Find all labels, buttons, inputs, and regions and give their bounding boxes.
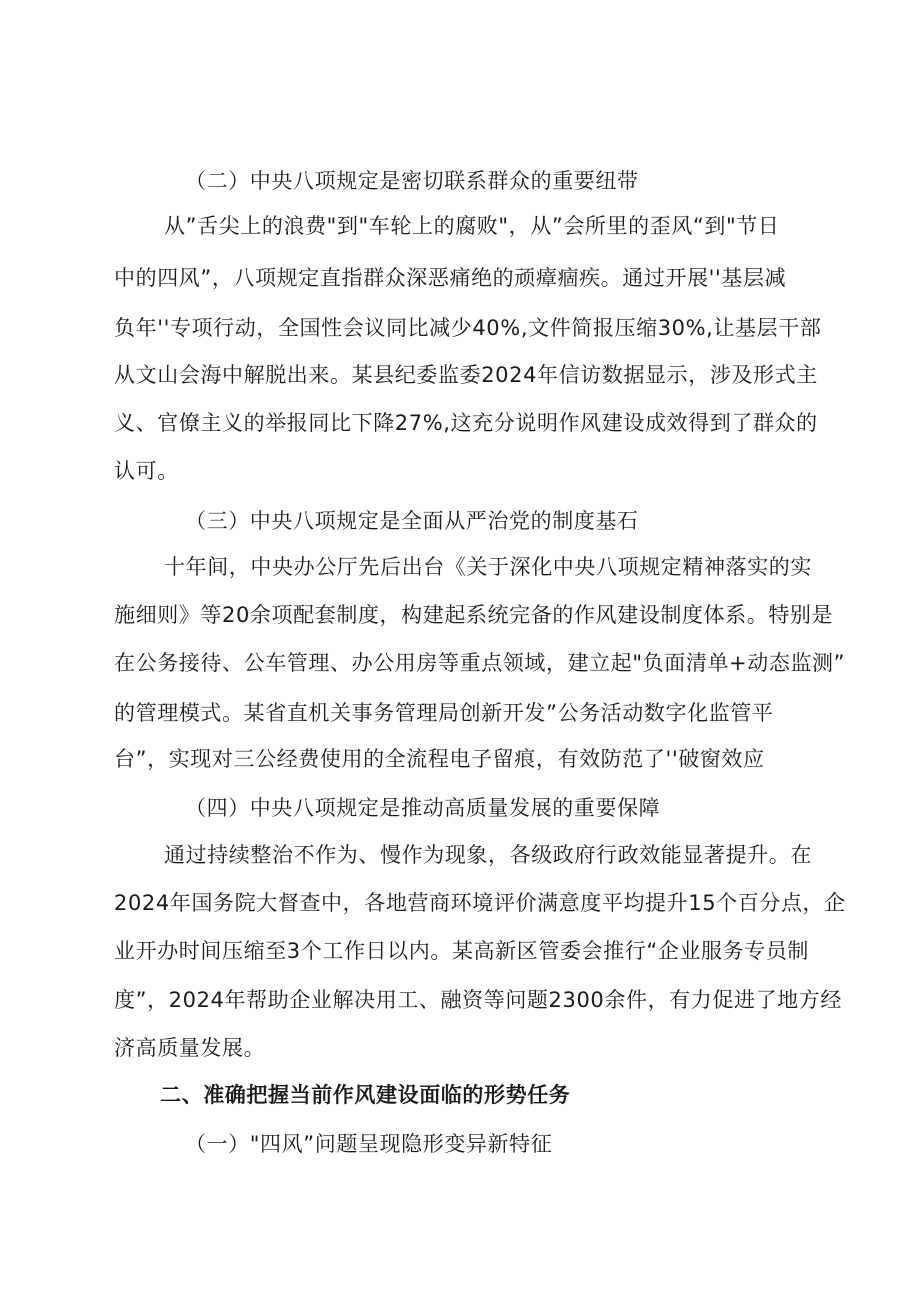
chapter-heading: 二、准确把握当前作风建设面临的形势任务 [160, 1083, 571, 1107]
paragraph-line: 业开办时间压缩至3个工作日以内。某高新区管委会推行“企业服务专员制 [114, 939, 810, 963]
paragraph-line: 中的四风”，八项规定直指群众深恶痛绝的顽瘴痼疾。通过开展''基层减 [114, 266, 787, 290]
paragraph-line: 施细则》等20余项配套制度，构建起系统完备的作风建设制度体系。特别是 [114, 603, 834, 627]
section-heading-3: （三）中央八项规定是全面从严治党的制度基石 [185, 509, 639, 533]
paragraph-line: 度”，2024年帮助企业解决用工、融资等问题2300余件，有力促进了地方经 [114, 988, 842, 1012]
section-heading-2: （二）中央八项规定是密切联系群众的重要纽带 [185, 169, 639, 193]
paragraph-line: 义、官僚主义的举报同比下降27%,这充分说明作风建设成效得到了群众的 [114, 411, 818, 435]
paragraph-line: 通过持续整治不作为、慢作为现象，各级政府行政效能显著提升。在 [164, 843, 812, 867]
paragraph-line: 从”舌尖上的浪费"到"车轮上的腐败"，从”会所里的歪风“到"节日 [164, 214, 780, 238]
paragraph-line: 认可。 [114, 459, 179, 483]
paragraph-line: 台”，实现对三公经费使用的全流程电子留痕，有效防范了''破窗效应 [114, 747, 765, 771]
section-heading-1: （一）"四风”问题呈现隐形变异新特征 [185, 1132, 553, 1156]
paragraph-line: 负年''专项行动，全国性会议同比减少40%,文件简报压缩30%,让基层干部 [114, 316, 822, 340]
paragraph-line: 在公务接待、公车管理、办公用房等重点领域，建立起"负面清单+动态监测” [114, 651, 846, 675]
paragraph-line: 2024年国务院大督查中，各地营商环境评价满意度平均提升15个百分点，企 [114, 891, 846, 915]
paragraph-line: 济高质量发展。 [114, 1036, 266, 1060]
paragraph-line: 从文山会海中解脱出来。某县纪委监委2024年信访数据显示，涉及形式主 [114, 363, 818, 387]
paragraph-line: 的管理模式。某省直机关事务管理局创新开发”公务活动数字化监管平 [114, 701, 774, 725]
paragraph-line: 十年间，中央办公厅先后出台《关于深化中央八项规定精神落实的实 [164, 555, 812, 579]
section-heading-4: （四）中央八项规定是推动高质量发展的重要保障 [185, 796, 661, 820]
